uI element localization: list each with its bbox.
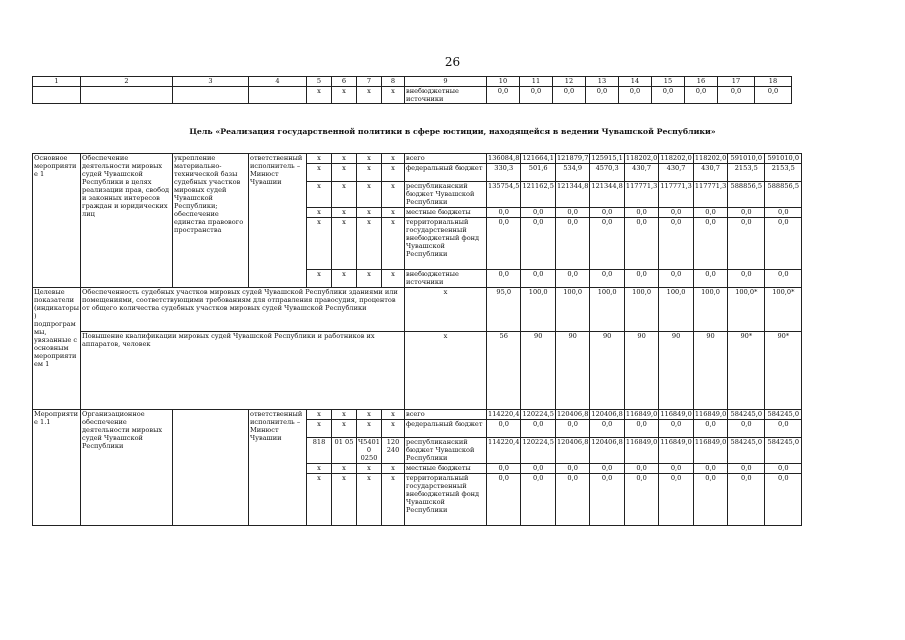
value-cell: 0,0 bbox=[487, 464, 521, 474]
value-cell: 100,0 bbox=[624, 288, 658, 332]
value-cell: 90 bbox=[590, 332, 624, 410]
indicator-text: Обеспеченность судебных участков мировых судей Чувашской Республики зданиями или помещениями, соответствующими требованиям для отправления правосудия, процентов от общего количества судебных участков мировых судей Чувашской Республики bbox=[81, 288, 405, 332]
value-cell: 0,0 bbox=[659, 464, 693, 474]
value-cell: 0,0 bbox=[555, 420, 589, 438]
code-cell: x bbox=[332, 208, 357, 218]
value-cell: 0,0 bbox=[765, 464, 802, 474]
col-header: 18 bbox=[755, 77, 792, 87]
code-cell: x bbox=[382, 270, 405, 288]
code-cell: x bbox=[382, 87, 405, 104]
value-cell: 118202,0 bbox=[625, 154, 658, 162]
source-cell: внебюджетные источники bbox=[405, 270, 487, 288]
page-number: 26 bbox=[444, 55, 461, 69]
code-cell: x bbox=[357, 182, 382, 208]
value-cell: 0,0 bbox=[521, 208, 555, 218]
code-cell: x bbox=[332, 164, 357, 182]
code-cell: x bbox=[307, 410, 332, 420]
value-cell: 116849,0 bbox=[659, 438, 693, 464]
code-cell: x bbox=[382, 218, 405, 270]
code-cell: x bbox=[307, 474, 332, 526]
value-cell: 0,0 bbox=[521, 474, 555, 526]
value-cell: 4570,3 bbox=[590, 164, 624, 182]
source-cell: федеральный бюджет bbox=[405, 164, 487, 182]
value-cell: 90* bbox=[765, 332, 802, 410]
col-header: 12 bbox=[553, 77, 586, 87]
value-cell: 90* bbox=[728, 332, 765, 410]
code-cell: x bbox=[382, 182, 405, 208]
value-cell: 116849,0 bbox=[693, 438, 727, 464]
code-cell: x bbox=[332, 410, 357, 420]
code-cell: x bbox=[357, 164, 382, 182]
col-header: 13 bbox=[586, 77, 619, 87]
source-cell: территориальный государственный внебюджетный фонд Чувашской Республики bbox=[405, 218, 487, 270]
value-cell: 95,0 bbox=[487, 288, 521, 332]
code-cell: x bbox=[382, 474, 405, 526]
value-cell: 120406,8 bbox=[556, 410, 589, 418]
code-cell: x bbox=[357, 208, 382, 218]
value-cell: 430,7 bbox=[693, 164, 727, 182]
value-cell: 2153,5 bbox=[728, 164, 765, 182]
source-cell: федеральный бюджет bbox=[405, 420, 487, 438]
value-cell: 121344,8 bbox=[555, 182, 589, 208]
value-cell: 100,0 bbox=[659, 288, 693, 332]
value-cell: 0,0 bbox=[520, 87, 553, 104]
value-cell: 0,0 bbox=[521, 464, 555, 474]
code-cell: x bbox=[307, 87, 332, 104]
value-cell: 0,0 bbox=[553, 87, 586, 104]
code-cell: x bbox=[357, 154, 382, 164]
code-cell: x bbox=[382, 420, 405, 438]
value-cell: 100,0* bbox=[728, 288, 765, 332]
value-cell: 100,0* bbox=[765, 288, 802, 332]
value-cell: 0,0 bbox=[659, 270, 693, 288]
value-cell: 56 bbox=[487, 332, 521, 410]
value-cell: 90 bbox=[693, 332, 727, 410]
col-header: 5 bbox=[307, 77, 332, 87]
value-cell: 0,0 bbox=[555, 208, 589, 218]
value-cell: 121664,1 bbox=[522, 154, 554, 162]
main-event-task: укрепление материально-технической базы судебных участков мировых судей Чувашской Республики; обеспечение единства правового пространства bbox=[173, 154, 249, 288]
value-cell: 0,0 bbox=[590, 270, 624, 288]
value-cell: 0,0 bbox=[555, 270, 589, 288]
value-cell: 584245,0 bbox=[765, 438, 802, 464]
value-cell: 0,0 bbox=[586, 87, 619, 104]
value-cell: 591010,0 bbox=[765, 154, 802, 164]
value-cell: 117771,3 bbox=[624, 182, 658, 208]
code-cell: x bbox=[357, 87, 382, 104]
value-cell: 100,0 bbox=[590, 288, 624, 332]
col-header: 9 bbox=[405, 77, 487, 87]
col-header: 4 bbox=[249, 77, 307, 87]
col-header: 15 bbox=[652, 77, 685, 87]
indicator-row bbox=[33, 332, 802, 410]
value-cell: 135754,5 bbox=[487, 182, 521, 208]
value-cell: 501,6 bbox=[521, 164, 555, 182]
value-cell: 584245,0 bbox=[728, 410, 765, 420]
source-cell: местные бюджеты bbox=[405, 208, 487, 218]
value-cell: 0,0 bbox=[624, 270, 658, 288]
value-cell: 0,0 bbox=[728, 420, 765, 438]
event-1-1-executor: ответственный исполнитель – Минюст Чувашии bbox=[249, 410, 307, 526]
value-cell: 116849,0 bbox=[694, 410, 727, 418]
source-cell: республиканский бюджет Чувашской Республики bbox=[405, 182, 487, 208]
indicator-row bbox=[33, 288, 802, 332]
goal-title: Цель «Реализация государственной политики в сфере юстиции, находящейся в ведении Чувашской Республики» bbox=[189, 127, 716, 136]
value-cell: 90 bbox=[555, 332, 589, 410]
main-event-executor: ответственный исполнитель – Минюст Чувашии bbox=[249, 154, 307, 288]
value-cell: 0,0 bbox=[590, 208, 624, 218]
value-cell: 0,0 bbox=[590, 218, 624, 270]
code-cell: x bbox=[307, 464, 332, 474]
value-cell: 116849,0 bbox=[624, 438, 658, 464]
value-cell: 100,0 bbox=[693, 288, 727, 332]
value-cell: 0,0 bbox=[765, 208, 802, 218]
source-cell: местные бюджеты bbox=[405, 464, 487, 474]
value-cell: 0,0 bbox=[487, 270, 521, 288]
value-cell: 0,0 bbox=[624, 420, 658, 438]
value-cell: 0,0 bbox=[590, 474, 624, 526]
main-event-label: Основное мероприятие 1 bbox=[33, 154, 81, 288]
code-cell: x bbox=[332, 270, 357, 288]
value-cell: 0,0 bbox=[590, 420, 624, 438]
value-cell: 0,0 bbox=[659, 420, 693, 438]
value-cell: 0,0 bbox=[693, 464, 727, 474]
value-cell: 0,0 bbox=[659, 218, 693, 270]
code-cell: x bbox=[382, 164, 405, 182]
main-event-name: Обеспечение деятельности мировых судей Чувашской Республики в целях реализации прав, свобод и законных интересов граждан и юридических лиц bbox=[81, 154, 173, 288]
value-cell: 121879,7 bbox=[556, 154, 589, 162]
program-table bbox=[32, 153, 802, 526]
value-cell: 120224,5 bbox=[522, 410, 554, 418]
value-cell: 0,0 bbox=[624, 464, 658, 474]
value-cell: 0,0 bbox=[487, 87, 520, 104]
code-cell: x bbox=[332, 182, 357, 208]
value-cell: 2153,5 bbox=[765, 164, 802, 182]
value-cell: 0,0 bbox=[487, 420, 521, 438]
code-cell: x bbox=[307, 270, 332, 288]
col-header: 10 bbox=[487, 77, 520, 87]
value-cell: 584245,0 bbox=[765, 410, 802, 420]
code-cell: x bbox=[382, 208, 405, 218]
value-cell: 0,0 bbox=[652, 87, 685, 104]
col-header: 17 bbox=[718, 77, 755, 87]
value-cell: 0,0 bbox=[487, 218, 521, 270]
table-row bbox=[33, 87, 792, 104]
value-cell: 0,0 bbox=[624, 208, 658, 218]
event-1-1-name: Организационное обеспечение деятельности мировых судей Чувашской Республики bbox=[81, 410, 173, 526]
code-cell: x bbox=[382, 464, 405, 474]
code-cell: x bbox=[307, 154, 332, 164]
value-cell: 114220,4 bbox=[487, 438, 521, 464]
value-cell: 0,0 bbox=[624, 474, 658, 526]
column-number-row bbox=[33, 77, 792, 87]
value-cell: 0,0 bbox=[555, 474, 589, 526]
value-cell: 430,7 bbox=[659, 164, 693, 182]
value-cell: 588856,5 bbox=[765, 182, 802, 208]
value-cell: 0,0 bbox=[659, 474, 693, 526]
col-header: 14 bbox=[619, 77, 652, 87]
value-cell: 0,0 bbox=[728, 474, 765, 526]
value-cell: 534,9 bbox=[555, 164, 589, 182]
value-cell: 0,0 bbox=[765, 270, 802, 288]
value-cell: 0,0 bbox=[765, 218, 802, 270]
col-header: 3 bbox=[173, 77, 249, 87]
value-cell: 0,0 bbox=[685, 87, 718, 104]
value-cell: 100,0 bbox=[521, 288, 555, 332]
source-cell: республиканский бюджет Чувашской Республики bbox=[405, 438, 487, 464]
value-cell: 591010,0 bbox=[728, 154, 765, 164]
value-cell: 90 bbox=[624, 332, 658, 410]
value-cell: 120406,8 bbox=[555, 438, 589, 464]
value-cell: 118202,0 bbox=[660, 154, 692, 162]
value-cell: 117771,3 bbox=[659, 182, 693, 208]
value-cell: 0,0 bbox=[693, 420, 727, 438]
code-cell: x bbox=[332, 154, 357, 164]
code-cell: Ч54010 0250 bbox=[358, 438, 380, 462]
value-cell: 116849,0 bbox=[660, 410, 692, 418]
value-cell: 0,0 bbox=[693, 270, 727, 288]
value-cell: 0,0 bbox=[693, 208, 727, 218]
value-cell: 0,0 bbox=[728, 270, 765, 288]
value-cell: 588856,5 bbox=[728, 182, 765, 208]
value-cell: 0,0 bbox=[693, 218, 727, 270]
value-cell: 0,0 bbox=[487, 474, 521, 526]
value-cell: 0,0 bbox=[718, 87, 755, 104]
source-cell: всего bbox=[405, 410, 487, 420]
code-cell: x bbox=[357, 270, 382, 288]
value-cell: 118202,0 bbox=[694, 154, 727, 162]
value-cell: 0,0 bbox=[487, 208, 521, 218]
code-cell: 01 05 bbox=[332, 438, 357, 464]
value-cell: 0,0 bbox=[659, 208, 693, 218]
code-cell: x bbox=[357, 218, 382, 270]
code-cell: x bbox=[307, 164, 332, 182]
value-cell: 0,0 bbox=[590, 464, 624, 474]
code-cell: 120 240 bbox=[382, 438, 405, 464]
code-cell: x bbox=[382, 154, 405, 164]
code-cell: x bbox=[357, 410, 382, 420]
value-cell: 90 bbox=[659, 332, 693, 410]
code-cell: x bbox=[357, 420, 382, 438]
value-cell: 120406,8 bbox=[590, 438, 624, 464]
value-cell: 584245,0 bbox=[728, 438, 765, 464]
indicator-text: Повышение квалификации мировых судей Чувашской Республики и работников их аппаратов, человек bbox=[81, 332, 405, 410]
table-row bbox=[33, 154, 802, 164]
value-cell: 0,0 bbox=[521, 218, 555, 270]
value-cell: 0,0 bbox=[728, 218, 765, 270]
value-cell: 0,0 bbox=[619, 87, 652, 104]
value-cell: 0,0 bbox=[521, 270, 555, 288]
code-cell: 818 bbox=[307, 438, 332, 464]
col-header: 2 bbox=[81, 77, 173, 87]
code-cell: x bbox=[332, 218, 357, 270]
source-cell: внебюджетные источники bbox=[405, 87, 487, 104]
col-header: 8 bbox=[382, 77, 405, 87]
value-cell: 0,0 bbox=[728, 208, 765, 218]
col-header: 6 bbox=[332, 77, 357, 87]
code-cell: x bbox=[332, 464, 357, 474]
code-cell: x bbox=[357, 474, 382, 526]
code-cell: x bbox=[307, 218, 332, 270]
col-header: 11 bbox=[520, 77, 553, 87]
source-cell: всего bbox=[405, 154, 487, 164]
value-cell: 0,0 bbox=[765, 420, 802, 438]
value-cell: 120224,5 bbox=[521, 438, 555, 464]
value-cell: 0,0 bbox=[555, 218, 589, 270]
value-cell: 125915,1 bbox=[591, 154, 623, 162]
value-cell: 116849,0 bbox=[625, 410, 658, 418]
value-cell: 114220,4 bbox=[488, 410, 520, 418]
col-header: 1 bbox=[33, 77, 81, 87]
source-cell: территориальный государственный внебюджетный фонд Чувашской Республики bbox=[405, 474, 487, 526]
col-header: 16 bbox=[685, 77, 718, 87]
indicator-x: x bbox=[405, 288, 487, 332]
header-table bbox=[32, 76, 792, 104]
code-cell: x bbox=[332, 420, 357, 438]
value-cell: 117771,3 bbox=[693, 182, 727, 208]
value-cell: 121162,5 bbox=[521, 182, 555, 208]
value-cell: 121344,8 bbox=[590, 182, 624, 208]
code-cell: x bbox=[307, 208, 332, 218]
value-cell: 0,0 bbox=[755, 87, 792, 104]
code-cell: x bbox=[382, 410, 405, 420]
value-cell: 430,7 bbox=[624, 164, 658, 182]
value-cell: 90 bbox=[521, 332, 555, 410]
value-cell: 0,0 bbox=[624, 218, 658, 270]
value-cell: 120406,8 bbox=[591, 410, 623, 418]
code-cell: x bbox=[332, 474, 357, 526]
indicator-x: x bbox=[405, 332, 487, 410]
code-cell: x bbox=[307, 420, 332, 438]
table-row bbox=[33, 410, 802, 420]
indicators-label: Целевые показатели (индикаторы) подпрограммы, увязанные с основным мероприятием 1 bbox=[33, 288, 81, 410]
value-cell: 0,0 bbox=[521, 420, 555, 438]
value-cell: 0,0 bbox=[693, 474, 727, 526]
value-cell: 136084,8 bbox=[488, 154, 520, 162]
value-cell: 0,0 bbox=[555, 464, 589, 474]
code-cell: x bbox=[307, 182, 332, 208]
value-cell: 100,0 bbox=[555, 288, 589, 332]
code-cell: x bbox=[357, 464, 382, 474]
code-cell: x bbox=[332, 87, 357, 104]
value-cell: 0,0 bbox=[765, 474, 802, 526]
col-header: 7 bbox=[357, 77, 382, 87]
value-cell: 0,0 bbox=[728, 464, 765, 474]
value-cell: 330,3 bbox=[487, 164, 521, 182]
event-1-1-label: Мероприятие 1.1 bbox=[33, 410, 81, 526]
